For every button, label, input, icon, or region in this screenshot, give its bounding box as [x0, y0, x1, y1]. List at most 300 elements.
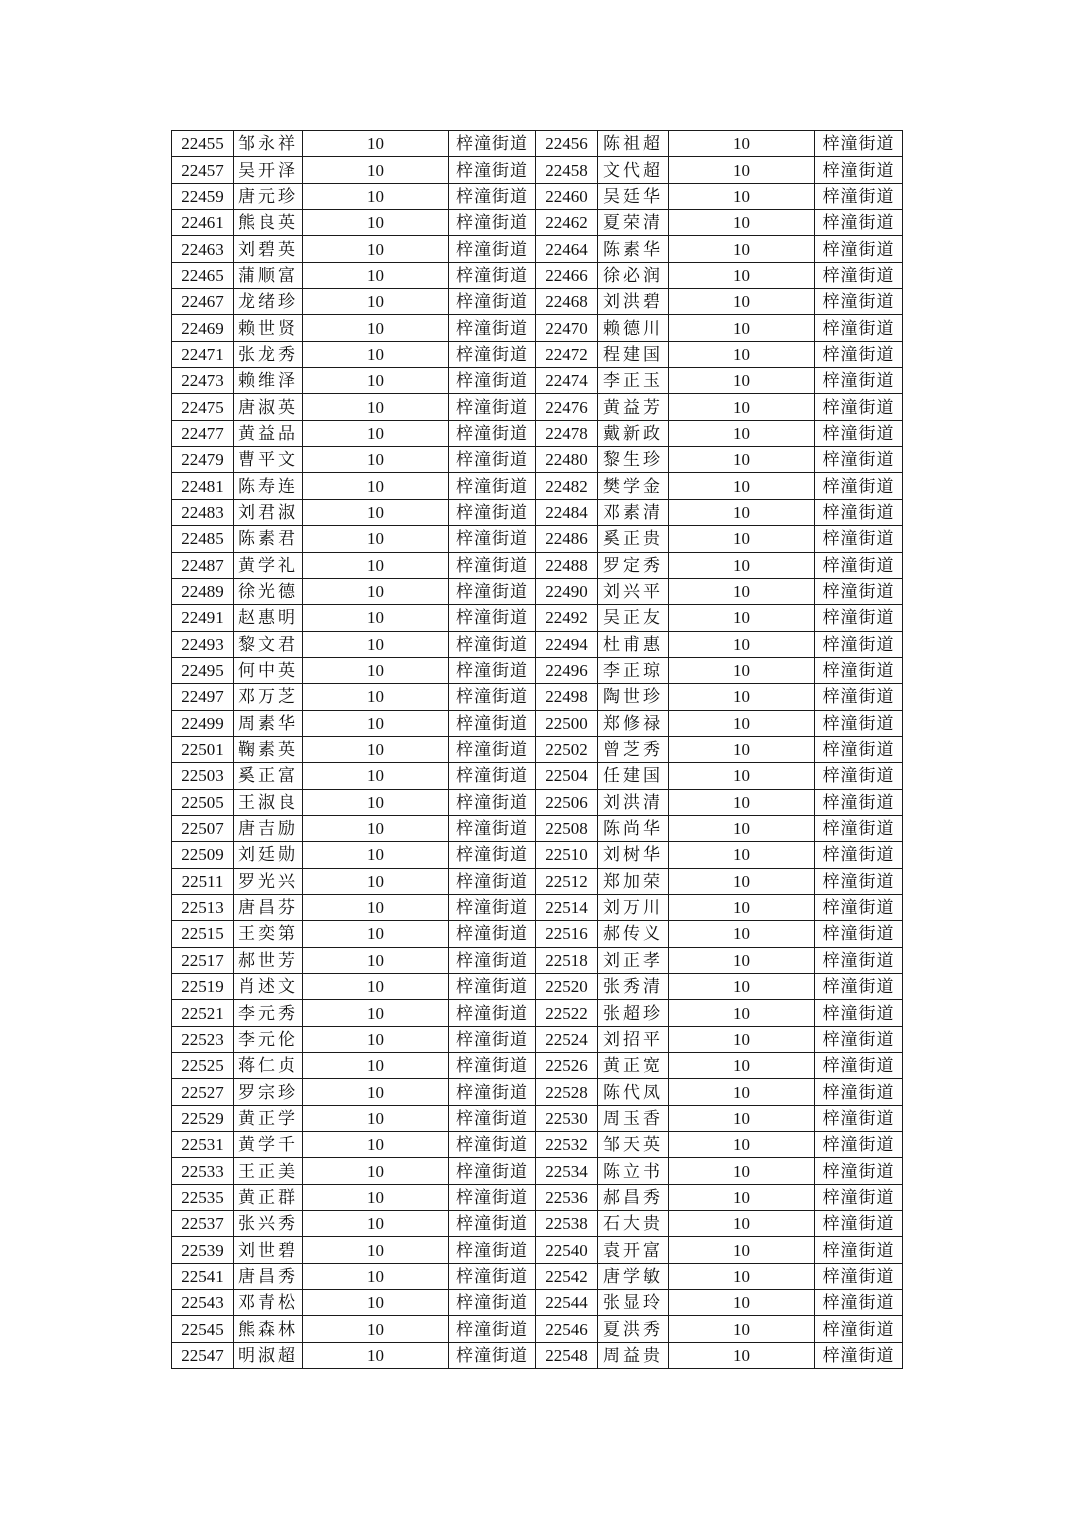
left-name-cell: 刘世碧 [234, 1237, 303, 1263]
left-number-cell: 22531 [172, 1132, 234, 1158]
right-street-cell: 梓潼街道 [815, 1290, 903, 1316]
left-name-cell: 陈寿连 [234, 473, 303, 499]
left-amount-cell: 10 [303, 526, 449, 552]
right-street-cell: 梓潼街道 [815, 341, 903, 367]
right-amount-cell: 10 [669, 894, 815, 920]
right-name-cell: 刘兴平 [598, 578, 669, 604]
table-row [172, 1316, 903, 1342]
left-number-cell: 22533 [172, 1158, 234, 1184]
right-street-cell: 梓潼街道 [815, 289, 903, 315]
right-street-cell: 梓潼街道 [815, 815, 903, 841]
right-street-cell: 梓潼街道 [815, 1026, 903, 1052]
left-street-cell: 梓潼街道 [449, 552, 536, 578]
right-number-cell: 22462 [536, 210, 598, 236]
table-row [172, 947, 903, 973]
right-street-cell: 梓潼街道 [815, 1263, 903, 1289]
left-amount-cell: 10 [303, 1026, 449, 1052]
left-name-cell: 明淑超 [234, 1342, 303, 1368]
right-street-cell: 梓潼街道 [815, 736, 903, 762]
right-number-cell: 22548 [536, 1342, 598, 1368]
right-name-cell: 张超珍 [598, 1000, 669, 1026]
right-amount-cell: 10 [669, 578, 815, 604]
right-name-cell: 郑加荣 [598, 868, 669, 894]
right-street-cell: 梓潼街道 [815, 1184, 903, 1210]
left-number-cell: 22515 [172, 921, 234, 947]
table-row [172, 131, 903, 157]
left-street-cell: 梓潼街道 [449, 1079, 536, 1105]
roster-body [172, 131, 903, 1369]
right-number-cell: 22456 [536, 131, 598, 157]
left-name-cell: 黎文君 [234, 631, 303, 657]
right-name-cell: 刘洪清 [598, 789, 669, 815]
left-number-cell: 22527 [172, 1079, 234, 1105]
right-amount-cell: 10 [669, 842, 815, 868]
right-number-cell: 22500 [536, 710, 598, 736]
right-amount-cell: 10 [669, 368, 815, 394]
right-street-cell: 梓潼街道 [815, 1105, 903, 1131]
right-street-cell: 梓潼街道 [815, 763, 903, 789]
table-row [172, 526, 903, 552]
table-row [172, 763, 903, 789]
right-name-cell: 杜甫惠 [598, 631, 669, 657]
left-amount-cell: 10 [303, 1105, 449, 1131]
right-amount-cell: 10 [669, 710, 815, 736]
left-amount-cell: 10 [303, 420, 449, 446]
table-row [172, 736, 903, 762]
left-street-cell: 梓潼街道 [449, 868, 536, 894]
left-name-cell: 张兴秀 [234, 1211, 303, 1237]
right-amount-cell: 10 [669, 1237, 815, 1263]
left-name-cell: 黄正群 [234, 1184, 303, 1210]
right-name-cell: 袁开富 [598, 1237, 669, 1263]
left-street-cell: 梓潼街道 [449, 1263, 536, 1289]
left-number-cell: 22545 [172, 1316, 234, 1342]
right-name-cell: 陈代凤 [598, 1079, 669, 1105]
right-number-cell: 22508 [536, 815, 598, 841]
left-amount-cell: 10 [303, 131, 449, 157]
left-number-cell: 22491 [172, 605, 234, 631]
left-name-cell: 唐元珍 [234, 183, 303, 209]
table-row [172, 183, 903, 209]
left-street-cell: 梓潼街道 [449, 210, 536, 236]
right-number-cell: 22532 [536, 1132, 598, 1158]
right-name-cell: 邹天英 [598, 1132, 669, 1158]
right-amount-cell: 10 [669, 289, 815, 315]
table-row [172, 605, 903, 631]
left-number-cell: 22481 [172, 473, 234, 499]
left-street-cell: 梓潼街道 [449, 736, 536, 762]
left-street-cell: 梓潼街道 [449, 842, 536, 868]
left-street-cell: 梓潼街道 [449, 183, 536, 209]
right-amount-cell: 10 [669, 183, 815, 209]
left-number-cell: 22547 [172, 1342, 234, 1368]
right-amount-cell: 10 [669, 789, 815, 815]
left-street-cell: 梓潼街道 [449, 684, 536, 710]
left-number-cell: 22459 [172, 183, 234, 209]
right-street-cell: 梓潼街道 [815, 868, 903, 894]
table-row [172, 1079, 903, 1105]
left-amount-cell: 10 [303, 183, 449, 209]
right-street-cell: 梓潼街道 [815, 1000, 903, 1026]
right-amount-cell: 10 [669, 262, 815, 288]
left-amount-cell: 10 [303, 262, 449, 288]
right-number-cell: 22506 [536, 789, 598, 815]
right-street-cell: 梓潼街道 [815, 578, 903, 604]
table-row [172, 631, 903, 657]
table-row [172, 1053, 903, 1079]
left-name-cell: 肖述文 [234, 974, 303, 1000]
right-number-cell: 22542 [536, 1263, 598, 1289]
left-number-cell: 22525 [172, 1053, 234, 1079]
table-row [172, 684, 903, 710]
right-name-cell: 唐学敏 [598, 1263, 669, 1289]
left-street-cell: 梓潼街道 [449, 315, 536, 341]
right-number-cell: 22524 [536, 1026, 598, 1052]
right-number-cell: 22538 [536, 1211, 598, 1237]
table-row [172, 578, 903, 604]
right-name-cell: 邓素清 [598, 499, 669, 525]
left-amount-cell: 10 [303, 1053, 449, 1079]
left-street-cell: 梓潼街道 [449, 368, 536, 394]
right-name-cell: 文代超 [598, 157, 669, 183]
right-number-cell: 22540 [536, 1237, 598, 1263]
left-name-cell: 王正美 [234, 1158, 303, 1184]
left-number-cell: 22541 [172, 1263, 234, 1289]
right-number-cell: 22534 [536, 1158, 598, 1184]
table-row [172, 657, 903, 683]
left-street-cell: 梓潼街道 [449, 1184, 536, 1210]
right-amount-cell: 10 [669, 420, 815, 446]
right-number-cell: 22544 [536, 1290, 598, 1316]
table-row [172, 1000, 903, 1026]
left-amount-cell: 10 [303, 1132, 449, 1158]
left-street-cell: 梓潼街道 [449, 1211, 536, 1237]
right-amount-cell: 10 [669, 605, 815, 631]
right-number-cell: 22516 [536, 921, 598, 947]
right-name-cell: 刘招平 [598, 1026, 669, 1052]
right-street-cell: 梓潼街道 [815, 236, 903, 262]
right-number-cell: 22458 [536, 157, 598, 183]
right-name-cell: 黄正宽 [598, 1053, 669, 1079]
left-name-cell: 熊良英 [234, 210, 303, 236]
right-amount-cell: 10 [669, 1105, 815, 1131]
table-row [172, 210, 903, 236]
right-street-cell: 梓潼街道 [815, 1342, 903, 1368]
table-row [172, 499, 903, 525]
right-number-cell: 22496 [536, 657, 598, 683]
left-street-cell: 梓潼街道 [449, 1026, 536, 1052]
right-name-cell: 郝昌秀 [598, 1184, 669, 1210]
left-name-cell: 蒋仁贞 [234, 1053, 303, 1079]
right-street-cell: 梓潼街道 [815, 394, 903, 420]
table-row [172, 315, 903, 341]
left-street-cell: 梓潼街道 [449, 1000, 536, 1026]
right-street-cell: 梓潼街道 [815, 631, 903, 657]
right-name-cell: 黎生珍 [598, 447, 669, 473]
left-street-cell: 梓潼街道 [449, 763, 536, 789]
left-street-cell: 梓潼街道 [449, 1316, 536, 1342]
left-amount-cell: 10 [303, 710, 449, 736]
left-street-cell: 梓潼街道 [449, 1053, 536, 1079]
table-row [172, 921, 903, 947]
left-number-cell: 22497 [172, 684, 234, 710]
right-amount-cell: 10 [669, 631, 815, 657]
left-street-cell: 梓潼街道 [449, 420, 536, 446]
right-number-cell: 22528 [536, 1079, 598, 1105]
right-name-cell: 刘树华 [598, 842, 669, 868]
right-street-cell: 梓潼街道 [815, 947, 903, 973]
left-number-cell: 22495 [172, 657, 234, 683]
right-street-cell: 梓潼街道 [815, 499, 903, 525]
table-row [172, 1211, 903, 1237]
left-name-cell: 唐淑英 [234, 394, 303, 420]
right-amount-cell: 10 [669, 947, 815, 973]
left-number-cell: 22455 [172, 131, 234, 157]
right-name-cell: 石大贵 [598, 1211, 669, 1237]
left-amount-cell: 10 [303, 1158, 449, 1184]
right-number-cell: 22478 [536, 420, 598, 446]
left-name-cell: 邓万芝 [234, 684, 303, 710]
left-amount-cell: 10 [303, 289, 449, 315]
right-number-cell: 22494 [536, 631, 598, 657]
left-number-cell: 22543 [172, 1290, 234, 1316]
left-amount-cell: 10 [303, 657, 449, 683]
left-name-cell: 周素华 [234, 710, 303, 736]
left-street-cell: 梓潼街道 [449, 605, 536, 631]
right-name-cell: 赖德川 [598, 315, 669, 341]
left-name-cell: 罗宗珍 [234, 1079, 303, 1105]
table-row [172, 842, 903, 868]
left-number-cell: 22487 [172, 552, 234, 578]
right-name-cell: 夏洪秀 [598, 1316, 669, 1342]
left-street-cell: 梓潼街道 [449, 341, 536, 367]
right-street-cell: 梓潼街道 [815, 210, 903, 236]
right-street-cell: 梓潼街道 [815, 420, 903, 446]
left-name-cell: 赖世贤 [234, 315, 303, 341]
right-name-cell: 奚正贵 [598, 526, 669, 552]
right-number-cell: 22502 [536, 736, 598, 762]
left-street-cell: 梓潼街道 [449, 894, 536, 920]
right-amount-cell: 10 [669, 1132, 815, 1158]
right-number-cell: 22464 [536, 236, 598, 262]
right-number-cell: 22492 [536, 605, 598, 631]
left-street-cell: 梓潼街道 [449, 526, 536, 552]
right-amount-cell: 10 [669, 868, 815, 894]
left-amount-cell: 10 [303, 157, 449, 183]
right-amount-cell: 10 [669, 974, 815, 1000]
left-number-cell: 22523 [172, 1026, 234, 1052]
left-number-cell: 22467 [172, 289, 234, 315]
left-amount-cell: 10 [303, 368, 449, 394]
left-name-cell: 邓青松 [234, 1290, 303, 1316]
left-number-cell: 22477 [172, 420, 234, 446]
left-amount-cell: 10 [303, 578, 449, 604]
left-amount-cell: 10 [303, 473, 449, 499]
left-amount-cell: 10 [303, 842, 449, 868]
left-number-cell: 22483 [172, 499, 234, 525]
right-number-cell: 22546 [536, 1316, 598, 1342]
left-amount-cell: 10 [303, 868, 449, 894]
left-number-cell: 22521 [172, 1000, 234, 1026]
right-number-cell: 22466 [536, 262, 598, 288]
right-number-cell: 22536 [536, 1184, 598, 1210]
left-name-cell: 陈素君 [234, 526, 303, 552]
left-amount-cell: 10 [303, 631, 449, 657]
left-amount-cell: 10 [303, 1263, 449, 1289]
left-amount-cell: 10 [303, 1316, 449, 1342]
right-name-cell: 李正玉 [598, 368, 669, 394]
right-street-cell: 梓潼街道 [815, 447, 903, 473]
right-name-cell: 任建国 [598, 763, 669, 789]
table-row [172, 815, 903, 841]
right-street-cell: 梓潼街道 [815, 183, 903, 209]
left-number-cell: 22507 [172, 815, 234, 841]
left-name-cell: 王奕第 [234, 921, 303, 947]
left-number-cell: 22529 [172, 1105, 234, 1131]
right-number-cell: 22470 [536, 315, 598, 341]
left-name-cell: 何中英 [234, 657, 303, 683]
right-number-cell: 22510 [536, 842, 598, 868]
left-street-cell: 梓潼街道 [449, 1237, 536, 1263]
left-street-cell: 梓潼街道 [449, 710, 536, 736]
right-street-cell: 梓潼街道 [815, 1211, 903, 1237]
right-street-cell: 梓潼街道 [815, 473, 903, 499]
right-amount-cell: 10 [669, 1342, 815, 1368]
left-street-cell: 梓潼街道 [449, 131, 536, 157]
right-number-cell: 22460 [536, 183, 598, 209]
table-row [172, 420, 903, 446]
left-street-cell: 梓潼街道 [449, 657, 536, 683]
right-name-cell: 陈立书 [598, 1158, 669, 1184]
table-row [172, 341, 903, 367]
left-name-cell: 郝世芳 [234, 947, 303, 973]
right-number-cell: 22474 [536, 368, 598, 394]
right-street-cell: 梓潼街道 [815, 368, 903, 394]
left-number-cell: 22505 [172, 789, 234, 815]
right-number-cell: 22476 [536, 394, 598, 420]
right-number-cell: 22498 [536, 684, 598, 710]
left-name-cell: 唐昌芬 [234, 894, 303, 920]
left-street-cell: 梓潼街道 [449, 921, 536, 947]
right-number-cell: 22530 [536, 1105, 598, 1131]
right-number-cell: 22472 [536, 341, 598, 367]
left-street-cell: 梓潼街道 [449, 1105, 536, 1131]
left-number-cell: 22457 [172, 157, 234, 183]
left-name-cell: 鞠素英 [234, 736, 303, 762]
right-name-cell: 陈尚华 [598, 815, 669, 841]
left-number-cell: 22513 [172, 894, 234, 920]
right-amount-cell: 10 [669, 657, 815, 683]
left-name-cell: 曹平文 [234, 447, 303, 473]
table-row [172, 1105, 903, 1131]
left-amount-cell: 10 [303, 1290, 449, 1316]
right-amount-cell: 10 [669, 1263, 815, 1289]
left-amount-cell: 10 [303, 1237, 449, 1263]
right-amount-cell: 10 [669, 499, 815, 525]
right-number-cell: 22504 [536, 763, 598, 789]
left-amount-cell: 10 [303, 1079, 449, 1105]
table-row [172, 974, 903, 1000]
left-street-cell: 梓潼街道 [449, 447, 536, 473]
left-name-cell: 徐光德 [234, 578, 303, 604]
right-name-cell: 黄益芳 [598, 394, 669, 420]
right-street-cell: 梓潼街道 [815, 1158, 903, 1184]
right-number-cell: 22520 [536, 974, 598, 1000]
right-amount-cell: 10 [669, 341, 815, 367]
right-name-cell: 张显玲 [598, 1290, 669, 1316]
right-street-cell: 梓潼街道 [815, 657, 903, 683]
right-amount-cell: 10 [669, 736, 815, 762]
left-street-cell: 梓潼街道 [449, 631, 536, 657]
right-street-cell: 梓潼街道 [815, 1079, 903, 1105]
left-number-cell: 22503 [172, 763, 234, 789]
left-number-cell: 22473 [172, 368, 234, 394]
left-name-cell: 熊森林 [234, 1316, 303, 1342]
right-amount-cell: 10 [669, 315, 815, 341]
left-amount-cell: 10 [303, 763, 449, 789]
left-number-cell: 22469 [172, 315, 234, 341]
right-amount-cell: 10 [669, 1026, 815, 1052]
left-amount-cell: 10 [303, 947, 449, 973]
right-name-cell: 陶世珍 [598, 684, 669, 710]
right-name-cell: 罗定秀 [598, 552, 669, 578]
left-name-cell: 黄学礼 [234, 552, 303, 578]
table-row [172, 236, 903, 262]
left-number-cell: 22511 [172, 868, 234, 894]
table-row [172, 1132, 903, 1158]
right-name-cell: 李正琼 [598, 657, 669, 683]
left-number-cell: 22489 [172, 578, 234, 604]
left-amount-cell: 10 [303, 341, 449, 367]
table-row [172, 447, 903, 473]
right-number-cell: 22514 [536, 894, 598, 920]
left-name-cell: 龙绪珍 [234, 289, 303, 315]
right-name-cell: 陈祖超 [598, 131, 669, 157]
left-number-cell: 22479 [172, 447, 234, 473]
left-number-cell: 22493 [172, 631, 234, 657]
right-street-cell: 梓潼街道 [815, 605, 903, 631]
right-number-cell: 22482 [536, 473, 598, 499]
right-amount-cell: 10 [669, 394, 815, 420]
right-name-cell: 程建国 [598, 341, 669, 367]
table-row [172, 473, 903, 499]
left-street-cell: 梓潼街道 [449, 947, 536, 973]
table-row [172, 157, 903, 183]
roster-table [171, 130, 903, 1369]
right-number-cell: 22490 [536, 578, 598, 604]
left-street-cell: 梓潼街道 [449, 499, 536, 525]
right-amount-cell: 10 [669, 526, 815, 552]
left-number-cell: 22501 [172, 736, 234, 762]
left-name-cell: 黄益品 [234, 420, 303, 446]
right-street-cell: 梓潼街道 [815, 842, 903, 868]
left-name-cell: 邹永祥 [234, 131, 303, 157]
left-name-cell: 刘廷勋 [234, 842, 303, 868]
right-number-cell: 22468 [536, 289, 598, 315]
left-amount-cell: 10 [303, 894, 449, 920]
right-street-cell: 梓潼街道 [815, 131, 903, 157]
left-name-cell: 蒲顺富 [234, 262, 303, 288]
left-amount-cell: 10 [303, 552, 449, 578]
left-amount-cell: 10 [303, 815, 449, 841]
right-amount-cell: 10 [669, 1000, 815, 1026]
right-name-cell: 周玉香 [598, 1105, 669, 1131]
left-number-cell: 22537 [172, 1211, 234, 1237]
right-name-cell: 吴廷华 [598, 183, 669, 209]
right-name-cell: 夏荣清 [598, 210, 669, 236]
left-number-cell: 22475 [172, 394, 234, 420]
right-street-cell: 梓潼街道 [815, 552, 903, 578]
